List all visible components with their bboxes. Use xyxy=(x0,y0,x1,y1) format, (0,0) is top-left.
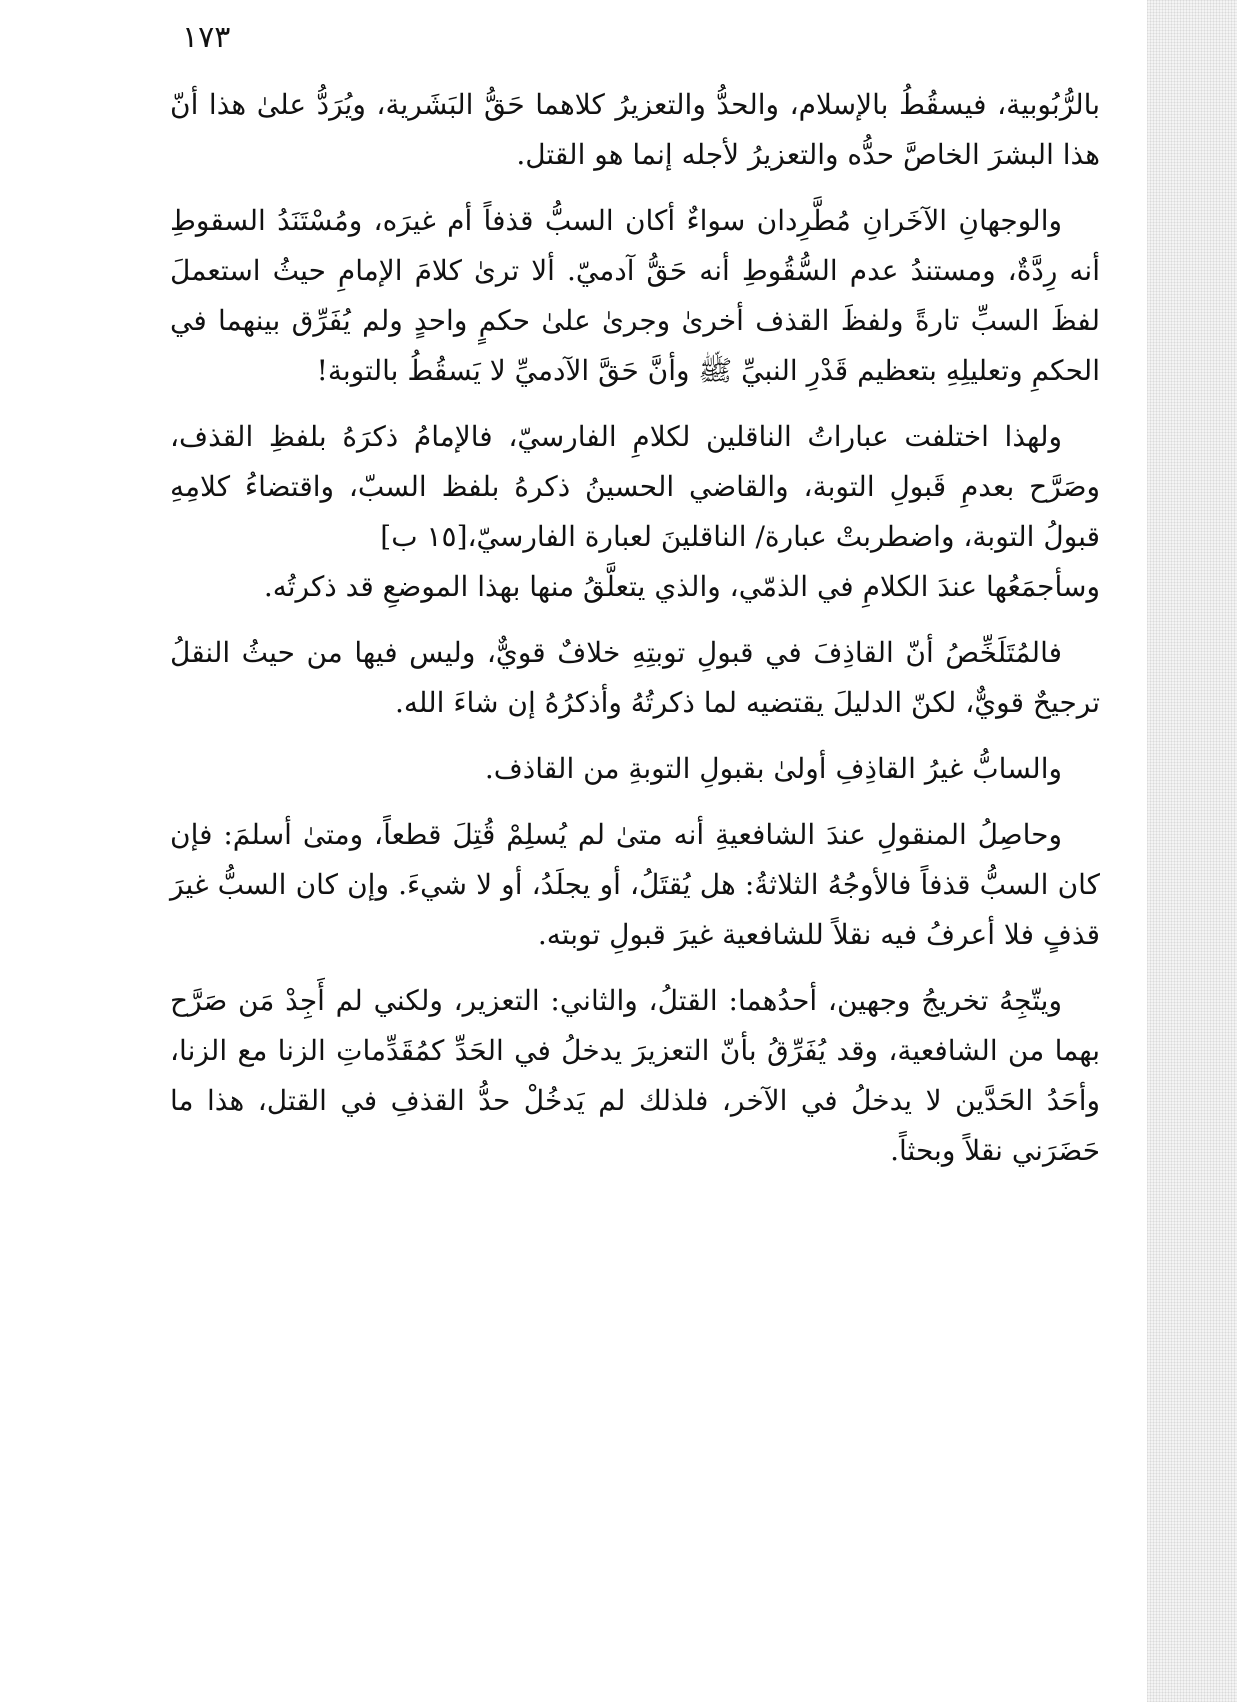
folio-marker: [١٥ ب] xyxy=(380,520,468,553)
paragraph-3 xyxy=(170,412,1100,562)
paragraph-3-cont: وسأجمَعُها عندَ الكلامِ في الذمّي، والذي يتعلَّقُ منها بهذا الموضعِ قد ذكرتُه. xyxy=(263,570,1100,603)
scan-gutter xyxy=(1147,0,1237,1702)
paragraph-7: ويتّجِهُ تخريجُ وجهين، أحدُهما: القتلُ، والثاني: التعزير، ولكني لم أَجِدْ مَن صَرَّح بهما من الشافعية، وقد يُفَرِّقُ بأنّ التعزيرَ يدخلُ في الحَدِّ كمُقَدِّماتِ الزنا مع الزنا، وأحَدُ الحَدَّين لا يدخلُ في الآخر، فلذلك لم يَدخُلْ حدُّ القذفِ في القتل، هذا ما حَضَرَني نقلاً وبحثاً. xyxy=(170,984,1100,1167)
body-text xyxy=(170,80,1100,1192)
paragraph-6: وحاصِلُ المنقولِ عندَ الشافعيةِ أنه متىٰ لم يُسلِمْ قُتِلَ قطعاً، ومتىٰ أسلمَ: فإن كان السبُّ قذفاً فالأوجُهُ الثلاثةُ: هل يُقتَلُ، أو يجلَدُ، أو لا شيءَ. وإن كان السبُّ غيرَ قذفٍ فلا أعرفُ فيه نقلاً للشافعية غيرَ قبولِ توبته. xyxy=(170,818,1100,951)
paragraph-1: بالرُّبُوبية، فيسقُطُ بالإسلام، والحدُّ والتعزيرُ كلاهما حَقُّ البَشَرية، ويُرَدُّ علىٰ هذا أنّ هذا البشرَ الخاصَّ حدُّه والتعزيرُ لأجله إنما هو القتل. xyxy=(170,88,1100,171)
paragraph-2: والوجهانِ الآخَرانِ مُطَّرِدان سواءٌ أكان السبُّ قذفاً أم غيرَه، ومُسْتَنَدُ السقوطِ أنه رِدَّةٌ، ومستندُ عدم السُّقُوطِ أنه حَقُّ آدميّ. ألا ترىٰ كلامَ الإمامِ حيثُ استعملَ لفظَ السبِّ تارةً ولفظَ القذف أخرىٰ وجرىٰ علىٰ حكمٍ واحدٍ ولم يُفَرِّق بينهما في الحكمِ وتعليلِهِ بتعظيم قَدْرِ النبيِّ ﷺ وأنَّ حَقَّ الآدميِّ لا يَسقُطُ بالتوبة! xyxy=(170,204,1100,387)
page-number: ١٧٣ xyxy=(182,20,231,55)
paragraph-4: فالمُتَلَخِّصُ أنّ القاذِفَ في قبولِ توبتِهِ خلافٌ قويٌّ، وليس فيها من حيثُ النقلُ ترجيحٌ قويٌّ، لكنّ الدليلَ يقتضيه لما ذكرتُهُ وأذكرُهُ إن شاءَ الله. xyxy=(170,636,1100,719)
paragraph-3-text: ولهذا اختلفت عباراتُ الناقلين لكلامِ الفارسيّ، فالإمامُ ذكرَهُ بلفظِ القذف، وصَرَّح بعدمِ قَبولِ التوبة، والقاضي الحسينُ ذكرهُ بلفظ السبّ، واقتضاءُ كلامِهِ قبولُ التوبة، واضطربتْ عبارة/ الناقلينَ لعبارة الفارسيّ، xyxy=(170,420,1100,553)
paragraph-5: والسابُّ غيرُ القاذِفِ أولىٰ بقبولِ التوبةِ من القاذف. xyxy=(484,752,1062,785)
